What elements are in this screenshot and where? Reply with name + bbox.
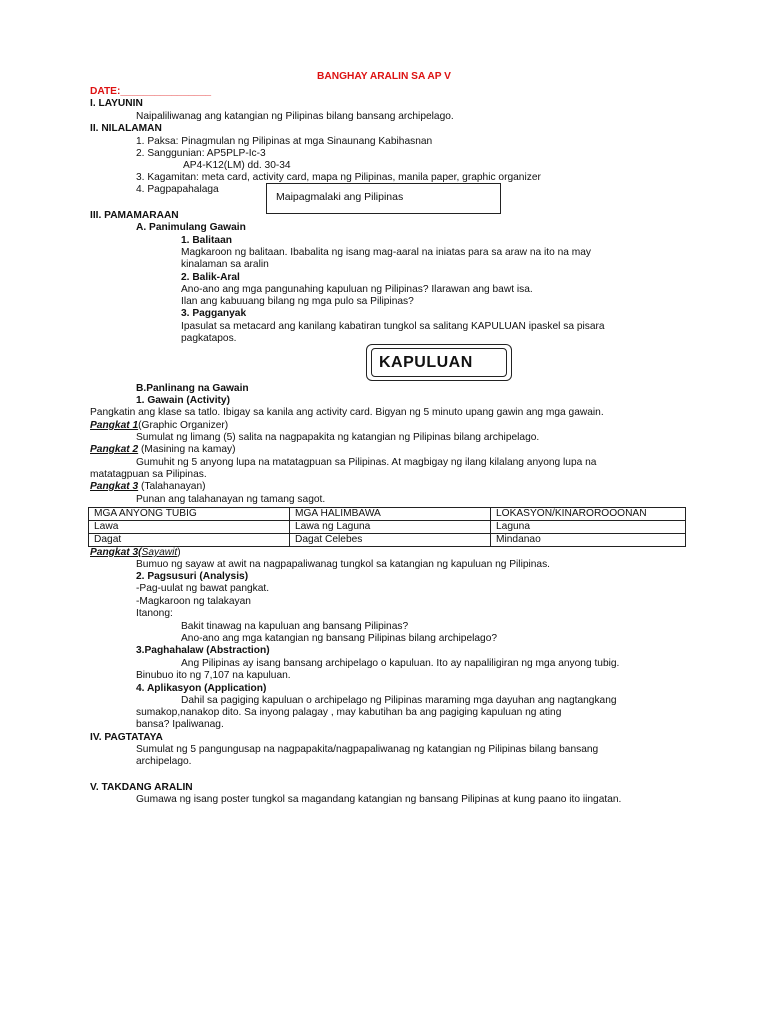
aplikasyon-text: bansa? Ipaliwanag. — [136, 719, 224, 730]
section-heading-layunin: I. LAYUNIN — [90, 98, 143, 109]
paghahalaw-heading: 3.Paghahalaw (Abstraction) — [136, 645, 270, 656]
paghahalaw-text: Ang Pilipinas ay isang bansang archipelago o kapuluan. Ito ay napaliligiran ng mga anyong tubig. — [181, 658, 620, 669]
kapuluan-card-text: KAPULUAN — [379, 354, 473, 371]
pangkat-3b-close: ) — [177, 547, 181, 558]
nilalaman-item: 2. Sanggunian: AP5PLP-Ic-3 — [136, 148, 266, 159]
table-cell: Lawa ng Laguna — [290, 521, 491, 534]
balitaan-heading: 1. Balitaan — [181, 235, 232, 246]
table-row — [89, 521, 686, 534]
pagganyak-text: Ipasulat sa metacard ang kanilang kabatiran tungkol sa salitang KAPULUAN ipaskel sa pisara — [181, 321, 605, 332]
layunin-text: Naipaliliwanag ang katangian ng Pilipinas bilang bansang archipelago. — [136, 111, 454, 122]
pagsusuri-heading: 2. Pagsusuri (Analysis) — [136, 571, 249, 582]
table-header-cell: LOKASYON/KINAROROOONAN — [491, 508, 686, 521]
anyong-tubig-table — [88, 507, 686, 547]
page-title: BANGHAY ARALIN SA AP V — [317, 71, 451, 82]
pangkat-1-note: (Graphic Organizer) — [138, 420, 229, 431]
balik-aral-text: Ano-ano ang mga pangunahing kapuluan ng Pilipinas? Ilarawan ang bawt isa. — [181, 284, 533, 295]
nilalaman-item: 4. Pagpapahalaga — [136, 184, 219, 195]
aplikasyon-text: Dahil sa pagiging kapuluan o archipelago ng Pilipinas maraming mga dayuhan ang nagtangkang — [181, 695, 617, 706]
gawain-heading: 1. Gawain (Activity) — [136, 395, 230, 406]
pangkat-3-note: (Talahanayan) — [138, 481, 206, 492]
subsection-b: B.Panlinang na Gawain — [136, 383, 249, 394]
section-heading-pagtataya: IV. PAGTATAYA — [90, 732, 163, 743]
kapuluan-card — [366, 344, 512, 381]
date-field: DATE:________________ — [90, 86, 212, 97]
pagsusuri-question: Ano-ano ang mga katangian ng bansang Pilipinas bilang archipelago? — [181, 633, 498, 644]
section-heading-takdang-aralin: V. TAKDANG ARALIN — [90, 782, 193, 793]
nilalaman-item: 3. Kagamitan: meta card, activity card, mapa ng Pilipinas, manila paper, graphic organizer — [136, 172, 541, 183]
aplikasyon-heading: 4. Aplikasyon (Application) — [136, 683, 267, 694]
balitaan-text: kinalaman sa aralin — [181, 259, 269, 270]
pangkat-1 — [90, 420, 228, 432]
table-cell: Dagat — [89, 534, 290, 547]
pangkat-3 — [90, 481, 206, 493]
nilalaman-item: 1. Paksa: Pinagmulan ng Pilipinas at mga Sinaunang Kabihasnan — [136, 136, 433, 147]
pangkat-3b-note: Sayawit — [141, 547, 178, 558]
table-row — [89, 534, 686, 547]
value-box — [266, 183, 501, 214]
pangkat-2-text: matatagpuan sa Pilipinas. — [90, 469, 207, 480]
value-box-text: Maipagmalaki ang Pilipinas — [276, 191, 404, 203]
paghahalaw-text: Binubuo ito ng 7,107 na kapuluan. — [136, 670, 291, 681]
table-cell: Lawa — [89, 521, 290, 534]
table-header-row — [89, 508, 686, 521]
balik-aral-heading: 2. Balik-Aral — [181, 272, 240, 283]
pagganyak-text: pagkatapos. — [181, 333, 237, 344]
takdang-aralin-text: Gumawa ng isang poster tungkol sa magandang katangian ng bansang Pilipinas at kung paano ito iingatan. — [136, 794, 622, 805]
pangkat-2-note: (Masining na kamay) — [138, 444, 236, 455]
pangkat-3-sayawit — [90, 547, 181, 559]
table-header-cell: MGA HALIMBAWA — [290, 508, 491, 521]
pangkat-2-label: Pangkat 2 — [90, 444, 139, 455]
subsection-a: A. Panimulang Gawain — [136, 222, 246, 233]
pagsusuri-item: -Pag-uulat ng bawat pangkat. — [136, 583, 270, 594]
pangkat-1-label: Pangkat 1 — [90, 420, 139, 431]
section-heading-pamamaraan: III. PAMAMARAAN — [90, 210, 179, 221]
pangkat-1-text: Sumulat ng limang (5) salita na nagpapakita ng katangian ng Pilipinas bilang archipelago. — [136, 432, 540, 443]
aplikasyon-text: sumakop,nanakop dito. Sa inyong palagay , may kabutihan ba ang pagiging kapuluan ng ating — [136, 707, 562, 718]
pagsusuri-question: Bakit tinawag na kapuluan ang bansang Pilipinas? — [181, 621, 409, 632]
pagganyak-heading: 3. Pagganyak — [181, 308, 247, 319]
pagtataya-text: archipelago. — [136, 756, 192, 767]
table-header-cell: MGA ANYONG TUBIG — [89, 508, 290, 521]
table-cell: Laguna — [491, 521, 686, 534]
pangkat-3b-label: Pangkat 3( — [90, 547, 142, 558]
pagsusuri-item: -Magkaroon ng talakayan — [136, 596, 251, 607]
section-heading-nilalaman: II. NILALAMAN — [90, 123, 162, 134]
balitaan-text: Magkaroon ng balitaan. Ibabalita ng isang mag-aaral na iniatas para sa araw na ito na may — [181, 247, 592, 258]
balik-aral-text: Ilan ang kabuuang bilang ng mga pulo sa Pilipinas? — [181, 296, 414, 307]
pangkat-3b-text: Bumuo ng sayaw at awit na nagpapaliwanag tungkol sa katangian ng kapuluan ng Pilipinas. — [136, 559, 551, 570]
nilalaman-item: AP4-K12(LM) dd. 30-34 — [183, 160, 291, 171]
pagsusuri-item: Itanong: — [136, 608, 173, 619]
pangkat-2 — [90, 444, 236, 456]
pagtataya-text: Sumulat ng 5 pangungusap na nagpapakita/nagpapaliwanag ng katangian ng Pilipinas bilang bansang — [136, 744, 599, 755]
pangkat-3-label: Pangkat 3 — [90, 481, 139, 492]
table-cell: Dagat Celebes — [290, 534, 491, 547]
pangkat-2-text: Gumuhit ng 5 anyong lupa na matatagpuan sa Pilipinas. At magbigay ng ilang kilalang anyong lupa na — [136, 457, 597, 468]
gawain-text: Pangkatin ang klase sa tatlo. Ibigay sa kanila ang activity card. Bigyan ng 5 minuto upang gawin ang mga gawain. — [90, 407, 604, 418]
table-cell: Mindanao — [491, 534, 686, 547]
pangkat-3-text: Punan ang talahanayan ng tamang sagot. — [136, 494, 326, 505]
